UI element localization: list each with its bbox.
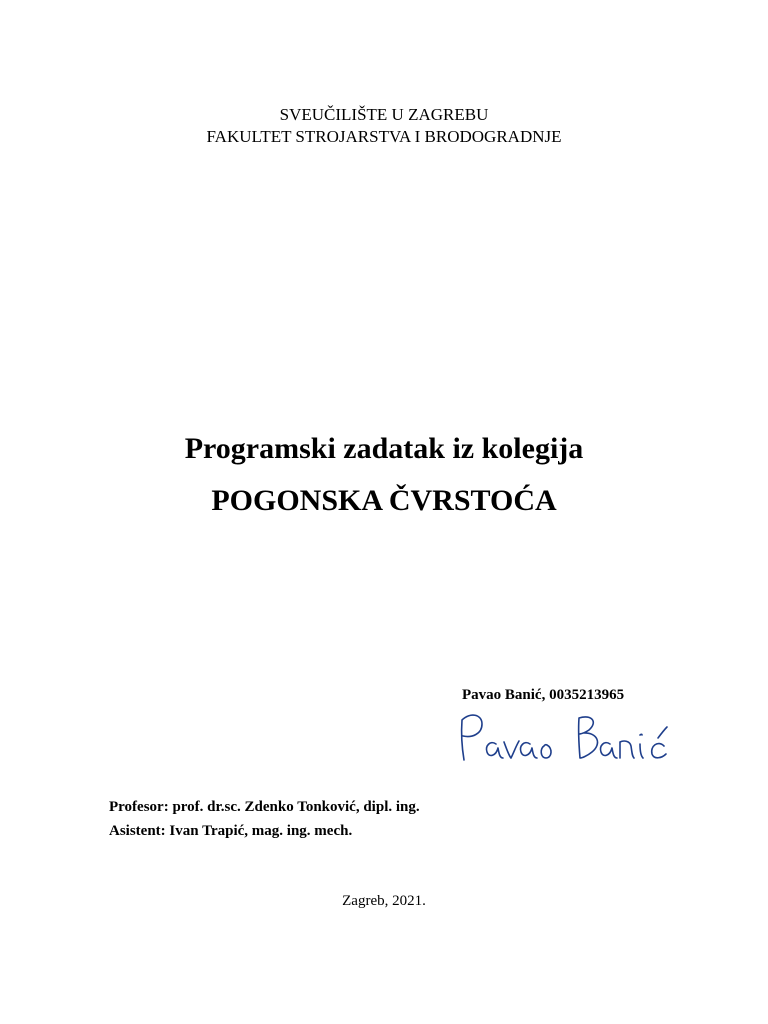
- document-title-line-2: POGONSKA ČVRSTOĆA: [211, 484, 557, 517]
- professor-line: Profesor: prof. dr.sc. Zdenko Tonković, dipl. ing.: [109, 799, 420, 815]
- faculty-name: FAKULTET STROJARSTVA I BRODOGRADNJE: [206, 127, 562, 146]
- document-title-line-1: Programski zadatak iz kolegija: [184, 432, 584, 465]
- university-name: SVEUČILIŠTE U ZAGREBU: [279, 105, 489, 124]
- author-name-and-id: Pavao Banić, 0035213965: [462, 687, 625, 703]
- place-and-date: Zagreb, 2021.: [342, 893, 426, 909]
- assistant-line: Asistent: Ivan Trapić, mag. ing. mech.: [109, 823, 353, 839]
- author-signature: [452, 708, 678, 772]
